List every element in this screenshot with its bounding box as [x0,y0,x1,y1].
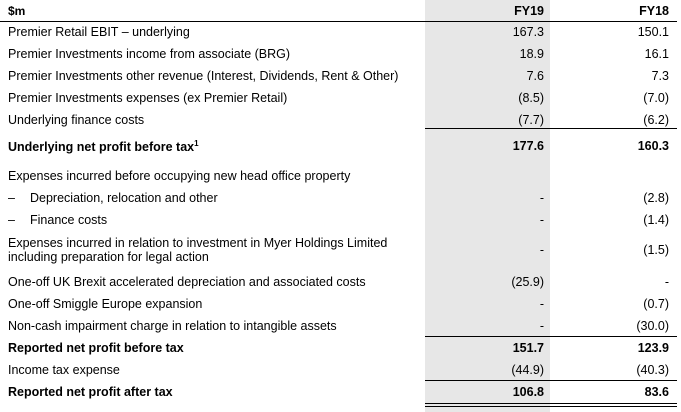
subtotal-rule [425,336,677,337]
header-rule [0,21,677,22]
subtotal-rule [425,128,677,129]
double-underline-bottom [425,406,677,407]
double-underline-top [425,403,677,404]
dash-bullet: – [8,213,15,227]
dash-bullet: – [8,191,15,205]
financial-table: $m FY19 FY18 Premier Retail EBIT – underlying 167.3 150.1 Premier Investments income from associate (BRG) 18.9 16.1 Premier Investments other revenue (Interest, Dividends, Rent & Other) 7.6 7.3 Premier Investments expenses (ex Premier Retail) (8.5) (7.0) Underlying finance costs (7.7) (6.2) Underlying net profit before tax$^1$ 177.6 160.3 Expenses incurred before occupying new head office property – Depreciation, relocation and other - (2.8) – Finance costs - (1.4) Expenses incurred in relation to investment in Myer Holdings Limited including preparation for legal action - (1.5) One-off UK Brexit accelerated depreciation and associated costs (25.9) - One-off Smiggle Europe expansion - (0.7) Non-cash impairment charge in relation to intangible assets - (30.0) Reported net profit before tax 151.7 123.9 Income tax expense (44.9) (40.3) Reported net profit after tax 106.8 83.6 [0,0,681,412]
fy19-header: FY19 [514,4,544,18]
total-rule [425,380,677,381]
fy18-header: FY18 [639,4,669,18]
unit-header: $m [8,4,26,18]
